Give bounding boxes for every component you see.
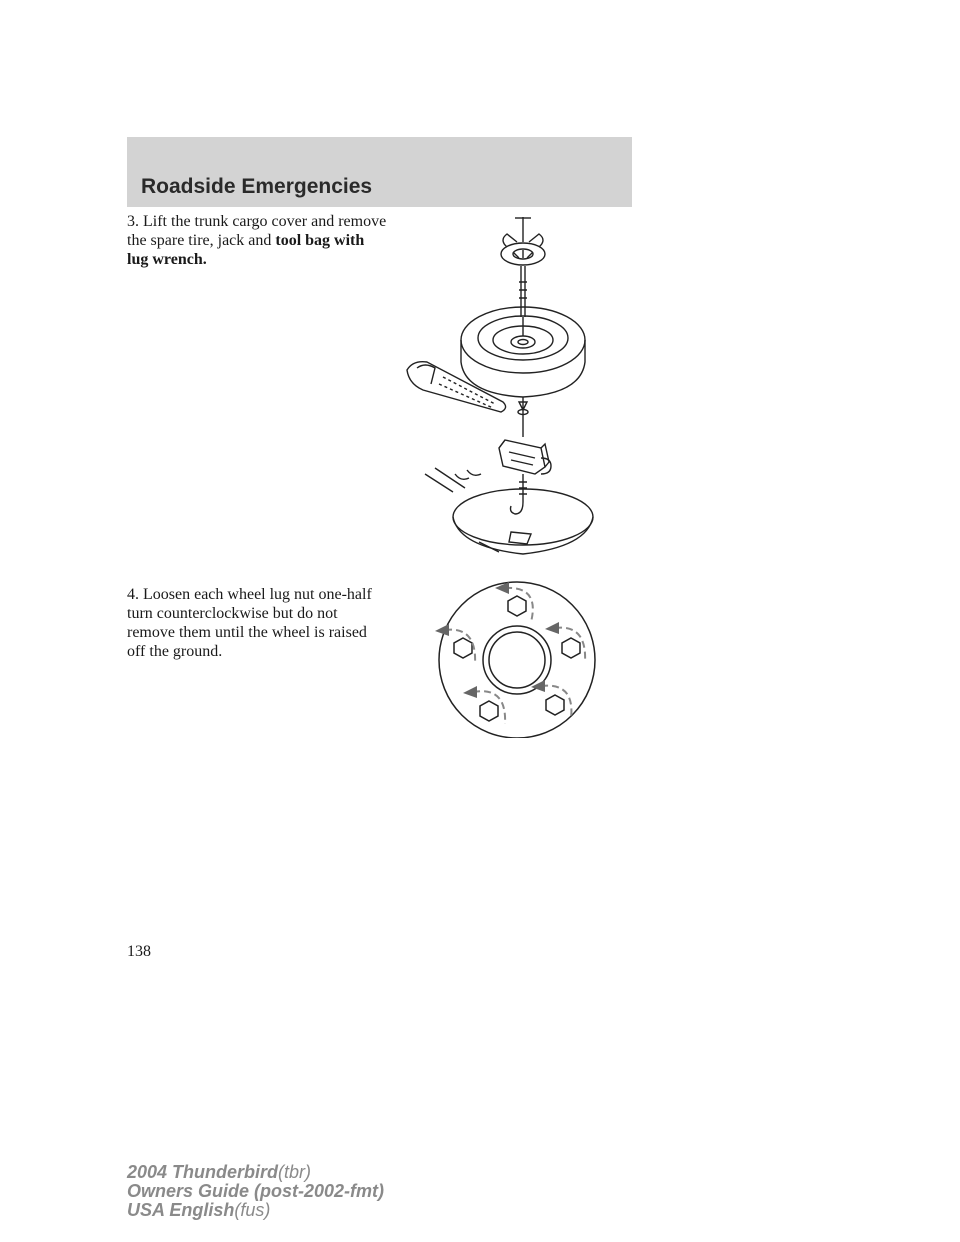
footer-line-2 <box>127 1182 384 1201</box>
wheel-lug-nuts-illustration <box>425 578 610 738</box>
page-number: 138 <box>127 943 151 960</box>
document-footer <box>127 1163 384 1220</box>
step-3-text <box>127 212 387 269</box>
step-3-body: 3. Lift the trunk cargo cover and remove the spare tire, jack and <box>127 213 387 249</box>
footer-language: USA English <box>127 1200 235 1220</box>
footer-language-code: (fus) <box>234 1200 271 1220</box>
section-title: Roadside Emergencies <box>141 175 373 198</box>
footer-model-code: (tbr) <box>278 1162 312 1182</box>
section-header <box>127 137 632 207</box>
step-3-bold: tool bag with lug wrench. <box>127 232 365 268</box>
spare-tire-illustration <box>395 212 610 557</box>
step-4-text: 4. Loosen each wheel lug nut one-half turn counterclockwise but do not remove them until the wheel is raised off the ground. <box>127 586 372 660</box>
footer-model: 2004 Thunderbird <box>127 1162 279 1182</box>
footer-guide: Owners Guide (post-2002-fmt) <box>127 1181 385 1201</box>
footer-line-1 <box>127 1163 384 1182</box>
footer-line-3 <box>127 1201 384 1220</box>
